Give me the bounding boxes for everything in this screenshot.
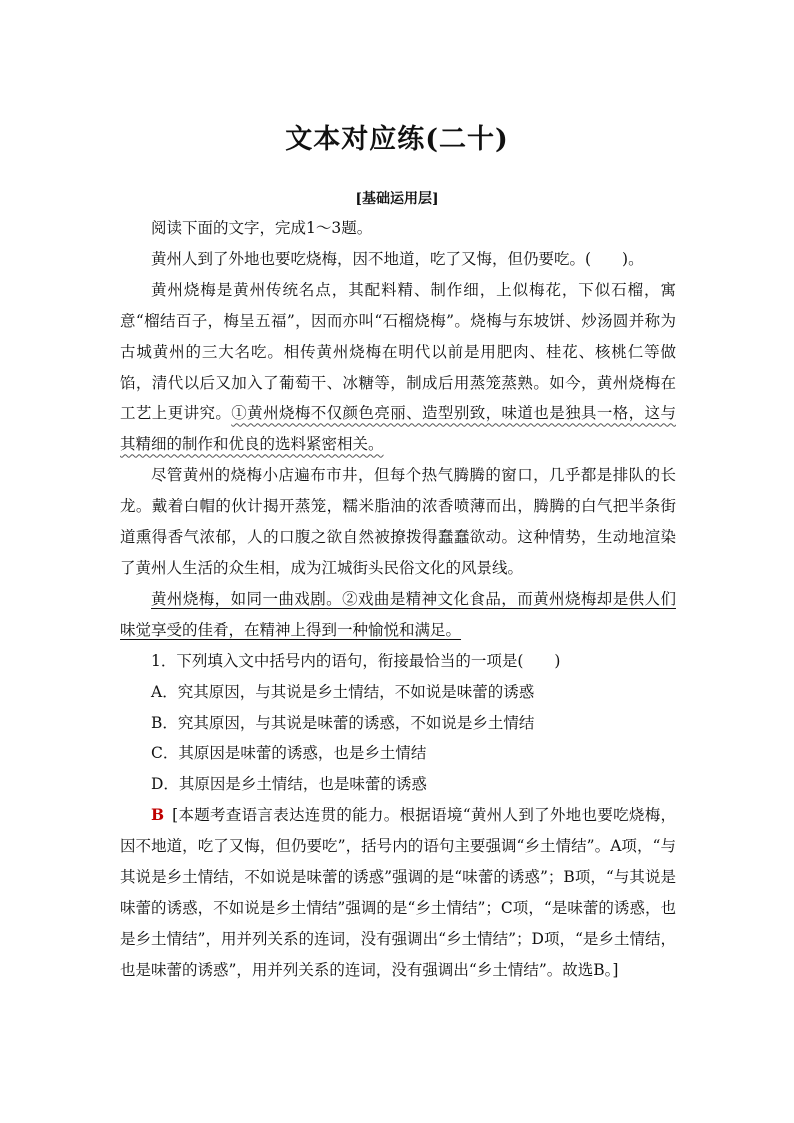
answer-explanation [120, 800, 676, 985]
paragraph-4-underlined: 黄州烧梅，如同一曲戏剧。 [151, 589, 343, 608]
question-1: 1．下列填入文中括号内的语句，衔接最恰当的一项是( ) [151, 651, 561, 670]
paragraph-4 [120, 584, 676, 646]
paragraph-2-text: 黄州烧梅是黄州传统名点，其配料精、制作细，上似梅花，下似石榴，寓意“榴结百子，梅呈五福”，因而亦叫“石榴烧梅”。烧梅与东坡饼、炒汤圆并称为古城黄州的三大名吃。相传黄州烧梅在明代以前是用肥肉、桂花、核桃仁等做馅，清代以后又加入了葡萄干、冰糖等，制成后用蒸笼蒸熟。如今，黄州烧梅在工艺上更讲究。 [120, 280, 676, 423]
document-body [120, 213, 676, 986]
option-b: B．究其原因，与其说是味蕾的诱惑，不如说是乡土情结 [151, 713, 535, 732]
option-d: D．其原因是乡土情结，也是味蕾的诱惑 [151, 775, 427, 794]
instruction: 阅读下面的文字，完成1～3题。 [151, 219, 373, 237]
section-heading: [基础运用层] [355, 191, 439, 207]
paragraph-3: 尽管黄州的烧梅小店遍布市井，但每个热气腾腾的窗口，几乎都是排队的长龙。戴着白帽的伙计揭开蒸笼，糯米脂油的浓香喷薄而出，腾腾的白气把半条街道熏得香气浓郁，人的口腹之欲自然被撩拨得蠢蠢欲动。这种情势，生动地渲染了黄州人生活的众生相，成为江城街头民俗文化的风景线。 [120, 466, 676, 577]
paragraph-2 [120, 275, 676, 460]
answer-letter: B [151, 805, 165, 825]
paragraph-4-marked-sentence: ②戏曲是精神文化食品，而黄州烧梅却是供人们味觉享受的佳肴，在精神上得到一种愉悦和满足。 [120, 589, 676, 639]
paragraph-1: 黄州人到了外地也要吃烧梅，因不地道，吃了又悔，但仍要吃。( )。 [151, 249, 644, 268]
option-c: C．其原因是味蕾的诱惑，也是乡土情结 [151, 744, 427, 763]
page-title: 文本对应练(二十) [285, 124, 509, 155]
answer-text: [本题考查语言表达连贯的能力。根据语境“黄州人到了外地也要吃烧梅，因不地道，吃了又悔，但仍要吃”，括号内的语句主要强调“乡土情结”。A项，“与其说是乡土情结，不如说是味蕾的诱惑”强调的是“味蕾的诱惑”；B项，“与其说是味蕾的诱惑，不如说是乡土情结”强调的是“乡土情结”；C项，“是味蕾的诱惑，也是乡土情结”，用并列关系的连词，没有强调出“乡土情结”；D项，“是乡土情结，也是味蕾的诱惑”，用并列关系的连词，没有强调出“乡土情结”。故选B。] [120, 806, 676, 979]
option-a: A．究其原因，与其说是乡土情结，不如说是味蕾的诱惑 [151, 682, 535, 701]
paragraph-2-marked-sentence: ①黄州烧梅不仅颜色亮丽、造型别致，味道也是独具一格，这与其精细的制作和优良的选料紧密相关。 [120, 404, 676, 454]
